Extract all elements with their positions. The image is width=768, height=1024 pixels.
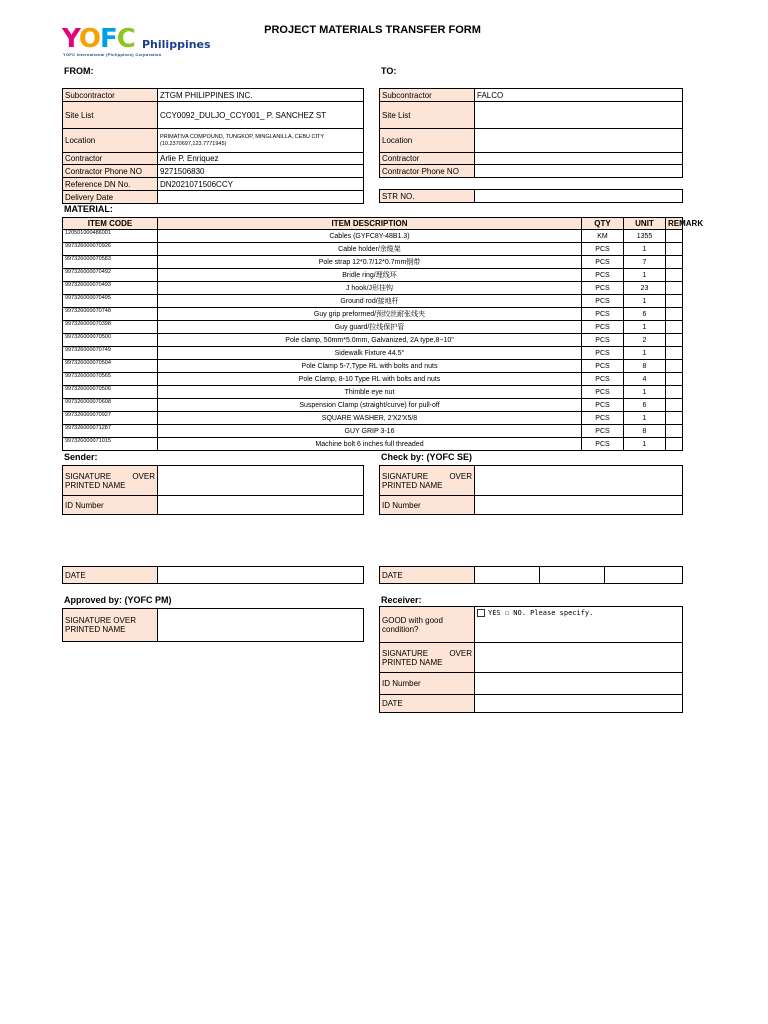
qty-cell: PCS [582, 334, 624, 347]
col-qty: QTY [582, 218, 624, 230]
from-delivery-date-value[interactable] [158, 191, 364, 204]
receiver-id-label: ID Number [380, 673, 475, 695]
receiver-id-field[interactable] [475, 673, 683, 695]
to-location-value[interactable] [475, 129, 683, 153]
str-no-value[interactable] [475, 190, 683, 203]
remark-cell[interactable] [666, 321, 683, 334]
unit-cell: 1 [624, 321, 666, 334]
material-row [63, 230, 683, 243]
form-title: PROJECT MATERIALS TRANSFER FORM [264, 24, 481, 36]
sender-heading: Sender: [64, 452, 98, 462]
item-code-cell: 997326000071015 [63, 438, 158, 451]
item-code-cell: 997326000070565 [63, 373, 158, 386]
logo-wordmark: YOFC [62, 24, 135, 54]
item-code-cell: 997326000071287 [63, 425, 158, 438]
receiver-signature-field[interactable] [475, 643, 683, 673]
item-code-cell: 997326000070495 [63, 295, 158, 308]
remark-cell[interactable] [666, 373, 683, 386]
sender-date-label: DATE [63, 567, 158, 584]
item-description-cell: Pole Clamp 5-7,Type RL with bolts and nuts [158, 360, 582, 373]
sender-date-table [62, 566, 364, 584]
unit-cell: 8 [624, 360, 666, 373]
logo-country: Philippines [142, 38, 211, 51]
from-reference-dn-value[interactable]: DN2021071506CCY [158, 178, 364, 191]
remark-cell[interactable] [666, 230, 683, 243]
unit-cell: 23 [624, 282, 666, 295]
checker-date-cell-3 [605, 567, 683, 584]
approver-signature-label: SIGNATURE OVER PRINTED NAME [63, 609, 158, 642]
item-code-cell: 997326000070506 [63, 386, 158, 399]
qty-cell: PCS [582, 256, 624, 269]
checker-table [379, 465, 683, 515]
unit-cell: 6 [624, 399, 666, 412]
remark-cell[interactable] [666, 386, 683, 399]
item-description-cell: Cables (GYFC8Y-48B1.3) [158, 230, 582, 243]
from-site-list-label: Site List [63, 102, 158, 129]
from-subcontractor-value[interactable]: ZTGM PHILIPPINES INC. [158, 89, 364, 102]
item-description-cell: J hook/J形挂钩 [158, 282, 582, 295]
material-row [63, 360, 683, 373]
unit-cell: 1355 [624, 230, 666, 243]
item-description-cell: SQUARE WASHER, 2'X2'X5/8 [158, 412, 582, 425]
receiver-good-label: GOOD with good condition? [380, 607, 475, 643]
from-location-value[interactable]: PRIMATIVA COMPOUND, TUNGKOP, MINGLANILLA, CEBU CITY (10.2370697,123.7771945) [158, 129, 364, 153]
from-heading: FROM: [64, 66, 94, 76]
col-item-code: ITEM CODE [63, 218, 158, 230]
sender-signature-field[interactable] [158, 466, 364, 496]
remark-cell[interactable] [666, 412, 683, 425]
remark-cell[interactable] [666, 334, 683, 347]
item-code-cell: 997326000070926 [63, 243, 158, 256]
item-code-cell: 997326000070500 [63, 334, 158, 347]
checker-id-label: ID Number [380, 496, 475, 515]
from-table [62, 88, 364, 204]
checker-heading: Check by: (YOFC SE) [381, 452, 473, 462]
material-heading: MATERIAL: [64, 204, 113, 214]
from-contractor-phone-value[interactable]: 9271506830 [158, 165, 364, 178]
to-contractor-value[interactable] [475, 153, 683, 165]
material-row [63, 373, 683, 386]
item-description-cell: Pole Clamp, 8-10 Type RL with bolts and nuts [158, 373, 582, 386]
item-description-cell: Ground rod/接地杆 [158, 295, 582, 308]
material-row [63, 295, 683, 308]
qty-cell: PCS [582, 269, 624, 282]
item-description-cell: Pole clamp, 50mm*5.0mm, Galvanized, 2A type,8~10" [158, 334, 582, 347]
material-row [63, 243, 683, 256]
remark-cell[interactable] [666, 282, 683, 295]
item-code-cell: 997326000070748 [63, 308, 158, 321]
receiver-table [379, 606, 683, 713]
to-site-list-label: Site List [380, 102, 475, 129]
from-location-label: Location [63, 129, 158, 153]
remark-cell[interactable] [666, 399, 683, 412]
str-table [379, 189, 683, 203]
sender-id-field[interactable] [158, 496, 364, 515]
receiver-good-options[interactable]: YES ☐ NO. Please specify. [475, 607, 683, 643]
logo-subtitle: YOFC International (Philippines) Corporation [63, 52, 162, 57]
item-description-cell: Sidewalk Fixture 44.5° [158, 347, 582, 360]
unit-cell: 6 [624, 308, 666, 321]
checker-date-label: DATE [380, 567, 475, 584]
remark-cell[interactable] [666, 308, 683, 321]
col-remark: REMARK [666, 218, 683, 230]
item-description-cell: Guy guard/拉线保护管 [158, 321, 582, 334]
remark-cell[interactable] [666, 360, 683, 373]
unit-cell: 1 [624, 295, 666, 308]
approver-table [62, 608, 364, 642]
unit-cell: 1 [624, 347, 666, 360]
to-contractor-phone-label: Contractor Phone NO [380, 165, 475, 178]
to-site-list-value[interactable] [475, 102, 683, 129]
from-contractor-phone-label: Contractor Phone NO [63, 165, 158, 178]
qty-cell: PCS [582, 282, 624, 295]
material-row [63, 386, 683, 399]
item-code-cell: 997326000070398 [63, 321, 158, 334]
qty-cell: KM [582, 230, 624, 243]
material-row [63, 347, 683, 360]
to-heading: TO: [381, 66, 397, 76]
item-code-cell: 997326000070504 [63, 360, 158, 373]
receiver-date-field[interactable] [475, 695, 683, 713]
remark-cell[interactable] [666, 269, 683, 282]
remark-cell[interactable] [666, 256, 683, 269]
to-contractor-label: Contractor [380, 153, 475, 165]
to-subcontractor-label: Subcontractor [380, 89, 475, 102]
item-code-cell: 997326000070927 [63, 412, 158, 425]
unit-cell: 4 [624, 373, 666, 386]
unit-cell: 2 [624, 334, 666, 347]
qty-cell: PCS [582, 243, 624, 256]
qty-cell: PCS [582, 412, 624, 425]
item-code-cell: 997326000070608 [63, 399, 158, 412]
unit-cell: 7 [624, 256, 666, 269]
material-row [63, 308, 683, 321]
col-item-description: ITEM DESCRIPTION [158, 218, 582, 230]
to-subcontractor-value[interactable]: FALCO [475, 89, 683, 102]
item-description-cell: GUY GRIP 3-16 [158, 425, 582, 438]
material-table [62, 217, 704, 451]
from-delivery-date-label: Delivery Date [63, 191, 158, 204]
unit-cell: 1 [624, 269, 666, 282]
item-description-cell: Guy grip preformed/预绞丝耐张线夹 [158, 308, 582, 321]
item-code-cell: 997326000070749 [63, 347, 158, 360]
remark-cell[interactable] [666, 295, 683, 308]
qty-cell: PCS [582, 386, 624, 399]
sender-date-field[interactable] [158, 567, 364, 584]
material-row [63, 282, 683, 295]
yofc-logo [62, 26, 222, 62]
item-code-cell: 997326000070583 [63, 256, 158, 269]
receiver-signature-label: SIGNATURE OVER PRINTED NAME [380, 643, 475, 673]
remark-cell[interactable] [666, 425, 683, 438]
receiver-date-label: DATE [380, 695, 475, 713]
unit-cell: 1 [624, 412, 666, 425]
checker-signature-label: SIGNATURE OVER PRINTED NAME [380, 466, 475, 496]
material-row [63, 334, 683, 347]
from-contractor-label: Contractor [63, 153, 158, 165]
approver-signature-field[interactable] [158, 609, 364, 642]
sender-id-label: ID Number [63, 496, 158, 515]
item-code-cell: 997326000070492 [63, 269, 158, 282]
remark-cell[interactable] [666, 438, 683, 451]
qty-cell: PCS [582, 399, 624, 412]
material-row [63, 425, 683, 438]
material-row [63, 438, 683, 451]
checker-id-field[interactable] [475, 496, 683, 515]
remark-cell[interactable] [666, 243, 683, 256]
str-no-label: STR NO. [380, 190, 475, 203]
from-site-list-value[interactable]: CCY0092_DULJO_CCY001_ P. SANCHEZ ST [158, 102, 364, 129]
material-row [63, 399, 683, 412]
item-description-cell: Thimble eye nut [158, 386, 582, 399]
sender-table [62, 465, 364, 515]
qty-cell: PCS [582, 373, 624, 386]
qty-cell: PCS [582, 360, 624, 373]
qty-cell: PCS [582, 425, 624, 438]
unit-cell: 1 [624, 243, 666, 256]
sender-signature-label: SIGNATURE OVER PRINTED NAME [63, 466, 158, 496]
material-rows [63, 230, 683, 451]
checker-date-cell-2 [540, 567, 605, 584]
col-unit: UNIT [624, 218, 666, 230]
qty-cell: PCS [582, 321, 624, 334]
item-code-cell: 997326000070493 [63, 282, 158, 295]
item-description-cell: Bridle ring/理线环 [158, 269, 582, 282]
qty-cell: PCS [582, 438, 624, 451]
unit-cell: 1 [624, 386, 666, 399]
material-row [63, 412, 683, 425]
receiver-heading: Receiver: [381, 595, 422, 605]
qty-cell: PCS [582, 347, 624, 360]
to-table [379, 88, 683, 178]
material-row [63, 321, 683, 334]
checker-signature-field[interactable] [475, 466, 683, 496]
unit-cell: 8 [624, 425, 666, 438]
checker-date-table [379, 566, 683, 584]
from-reference-dn-label: Reference DN No. [63, 178, 158, 191]
material-row [63, 269, 683, 282]
from-subcontractor-label: Subcontractor [63, 89, 158, 102]
checker-date-field[interactable] [475, 567, 540, 584]
item-description-cell: Pole strap 12*0.7/12*0.7mm钢带 [158, 256, 582, 269]
from-contractor-value[interactable]: Arlie P. Enriquez [158, 153, 364, 165]
item-description-cell: Suspension Clamp (straight/curve) for pull-off [158, 399, 582, 412]
to-contractor-phone-value[interactable] [475, 165, 683, 178]
unit-cell: 1 [624, 438, 666, 451]
remark-cell[interactable] [666, 347, 683, 360]
approver-heading: Approved by: (YOFC PM) [64, 595, 172, 605]
item-description-cell: Machine bolt 6 inches full threaded [158, 438, 582, 451]
checkbox-icon[interactable] [477, 609, 485, 617]
qty-cell: PCS [582, 308, 624, 321]
qty-cell: PCS [582, 295, 624, 308]
item-description-cell: Cable holder/余缆架 [158, 243, 582, 256]
item-code-cell: 120501000486001 [63, 230, 158, 243]
material-row [63, 256, 683, 269]
to-location-label: Location [380, 129, 475, 153]
